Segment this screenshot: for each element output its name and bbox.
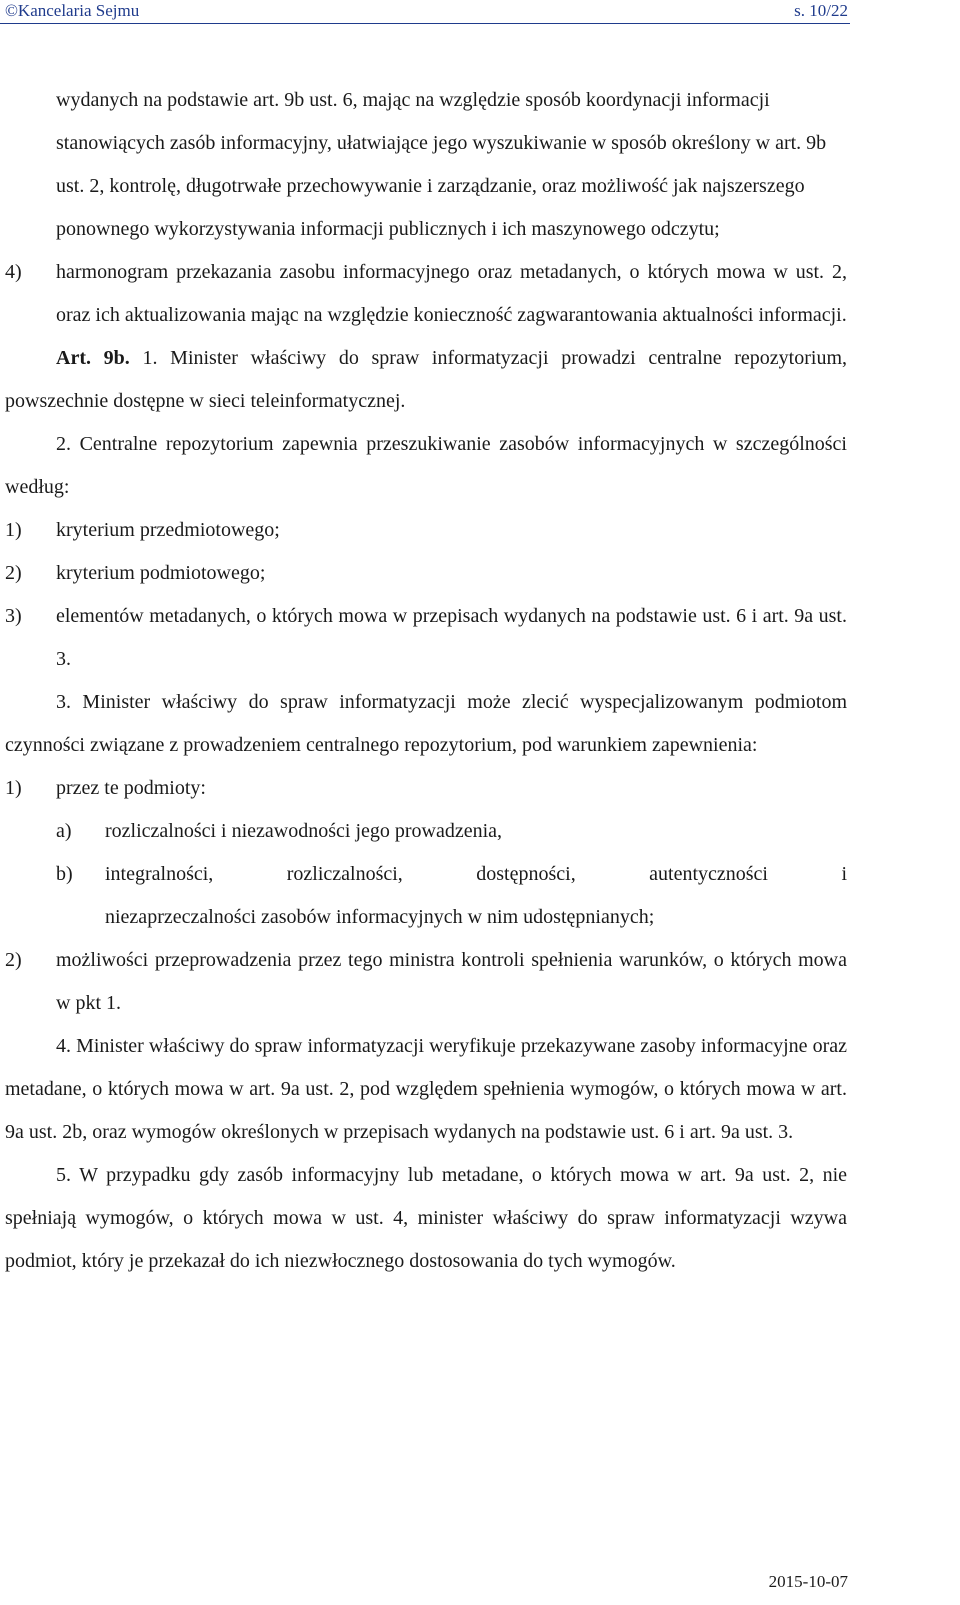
sub-list-item-b bbox=[5, 853, 847, 939]
paragraph-text: Minister właściwy do spraw informatyzacji prowadzi centralne repozytorium, powszechnie dostępne w sieci teleinformatycznej. bbox=[5, 347, 848, 412]
sub-list-item-text-line-2: niezaprzeczalności zasobów informacyjnych w nim udostępnianych; bbox=[105, 906, 655, 928]
list-item bbox=[5, 552, 847, 595]
header-rule bbox=[0, 23, 850, 24]
list-item-number: 1) bbox=[5, 777, 22, 799]
continued-paragraph: wydanych na podstawie art. 9b ust. 6, mając na względzie sposób koordynacji informacji stanowiących zasób informacyjny, ułatwiające jego wyszukiwanie w sposób określony w art. 9b ust. 2, kontrolę, długotrwałe przechowywanie i zarządzanie, oraz możliwość jak najszerszego ponownego wykorzystywania informacji publicznych i ich maszynowego odczytu; bbox=[56, 89, 827, 240]
list-item-text: kryterium podmiotowego; bbox=[56, 562, 266, 584]
sub-list-item-letter: b) bbox=[56, 863, 73, 885]
paragraph-5: 5. W przypadku gdy zasób informacyjny lub metadane, o których mowa w art. 9a ust. 2, nie spełniają wymogów, o których mowa w ust. 4, minister właściwy do spraw informatyzacji wzywa podmiot, który je przekazał do ich niezwłocznego dostosowania do tych wymogów. bbox=[5, 1164, 847, 1272]
list-item-number: 2) bbox=[5, 562, 22, 584]
list-item-text: przez te podmioty: bbox=[56, 777, 206, 799]
header-source: ©Kancelaria Sejmu bbox=[5, 1, 140, 20]
sub-list-item-a bbox=[5, 810, 847, 853]
paragraph-2: 2. Centralne repozytorium zapewnia przeszukiwanie zasobów informacyjnych w szczególności według: bbox=[5, 433, 847, 498]
list-item-text: kryterium przedmiotowego; bbox=[56, 519, 280, 541]
sub-list-item-text: rozliczalności i niezawodności jego prowadzenia, bbox=[105, 820, 503, 842]
list-item-number: 2) bbox=[5, 949, 22, 971]
list-item bbox=[5, 767, 847, 810]
list-item bbox=[5, 509, 847, 552]
list-item-text: elementów metadanych, o których mowa w przepisach wydanych na podstawie ust. 6 i art. 9a ust. 3. bbox=[56, 605, 847, 670]
page-header bbox=[0, 0, 960, 24]
sub-list-item-letter: a) bbox=[56, 820, 72, 842]
list-item-number: 4) bbox=[5, 261, 22, 283]
list-item-number: 1) bbox=[5, 519, 22, 541]
paragraph-3: 3. Minister właściwy do spraw informatyzacji może zlecić wyspecjalizowanym podmiotom czynności związane z prowadzeniem centralnego repozytorium, pod warunkiem zapewnienia: bbox=[5, 691, 847, 756]
paragraph-number: 1. bbox=[142, 347, 158, 369]
list-item bbox=[5, 939, 847, 1025]
list-item-text: możliwości przeprowadzenia przez tego ministra kontroli spełnienia warunków, o których mowa w pkt 1. bbox=[56, 949, 847, 1014]
article-9b-paragraph-1 bbox=[5, 337, 847, 423]
list-item-text: harmonogram przekazania zasobu informacyjnego oraz metadanych, o których mowa w ust. 2, oraz ich aktualizowania mając na względzie konieczność zagwarantowania aktualności informacji. bbox=[56, 261, 847, 326]
list-item-number: 3) bbox=[5, 605, 22, 627]
sub-list-item-text-line-1: integralności, rozliczalności, dostępności, autentyczności i bbox=[105, 863, 847, 885]
list-item bbox=[5, 595, 847, 681]
article-label: Art. 9b. bbox=[56, 347, 130, 369]
list-item-4 bbox=[5, 251, 847, 337]
paragraph-4: 4. Minister właściwy do spraw informatyzacji weryfikuje przekazywane zasoby informacyjne oraz metadane, o których mowa w art. 9a ust. 2, pod względem spełnienia wymogów, o których mowa w art. 9a ust. 2b, oraz wymogów określonych w przepisach wydanych na podstawie ust. 6 i art. 9a ust. 3. bbox=[5, 1035, 847, 1143]
document-body bbox=[5, 79, 847, 1283]
footer-date: 2015-10-07 bbox=[768, 1572, 848, 1591]
header-page-number: s. 10/22 bbox=[794, 1, 848, 20]
